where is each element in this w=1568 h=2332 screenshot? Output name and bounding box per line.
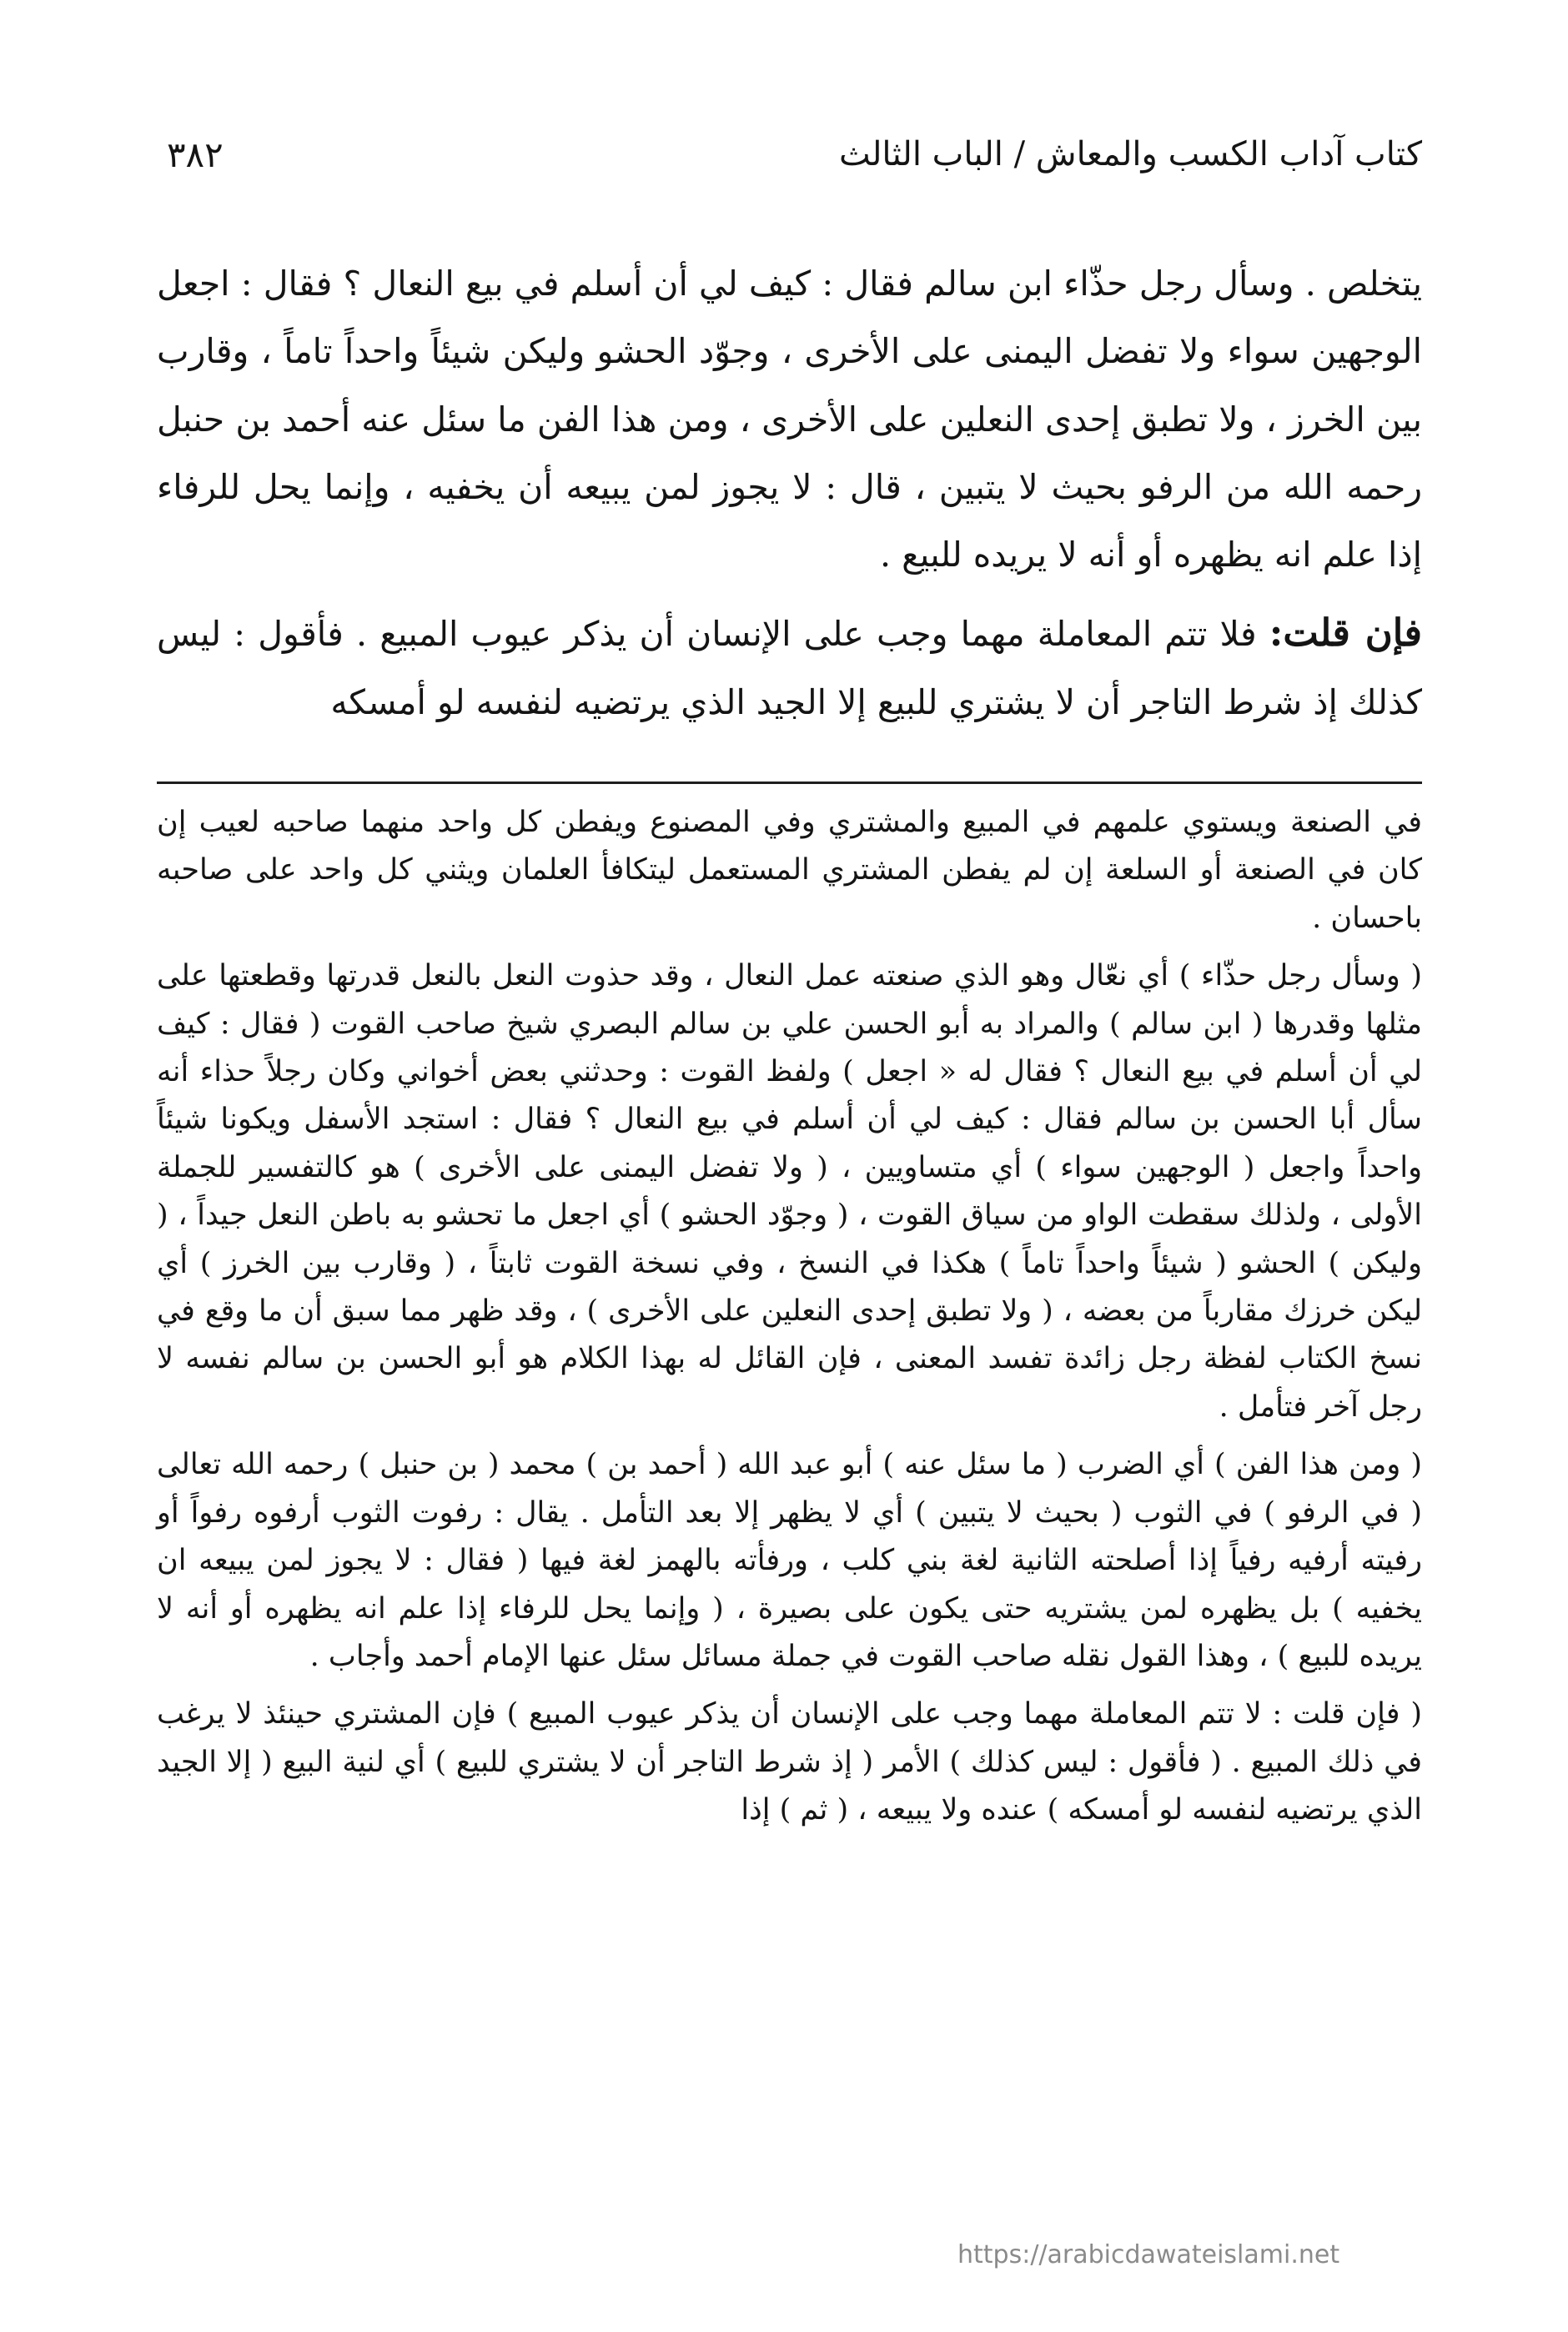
commentary-paragraph: في الصنعة ويستوي علمهم في المبيع والمشتري وفي المصنوع ويفطن كل واحد منهما صاحبه لعيب إن كان في الصنعة أو السلعة إن لم يفطن المشتري المستعمل ليتكافأ العلمان ويثني كل واحد على صاحبه باحسان .	[157, 806, 1422, 935]
commentary-section	[157, 799, 1422, 1835]
main-paragraph	[157, 250, 1422, 589]
main-paragraph-text: يتخلص . وسأل رجل حذّاء ابن سالم فقال : كيف لي أن أسلم في بيع النعال ؟ فقال : اجعل الوجهين سواء ولا تفضل اليمنى على الأخرى ، وجوّد الحشو وليكن شيئاً واحداً تاماً ، وقارب بين الخرز ، ولا تطبق إحدى النعلين على الأخرى ، ومن هذا الفن ما سئل عنه أحمد بن حنبل رحمه الله من الرفو بحيث لا يتبين ، قال : لا يجوز لمن يبيعه أن يخفيه ، وإنما يحل للرفاء إذا علم انه يظهره أو أنه لا يريده للبيع .	[157, 264, 1422, 575]
commentary-paragraph: ( ومن هذا الفن ) أي الضرب ( ما سئل عنه ) أبو عبد الله ( أحمد بن ) محمد ( بن حنبل ) رحمه الله تعالى ( في الرفو ) في الثوب ( بحيث لا يتبين ) أي لا يظهر إلا بعد التأمل . يقال : رفوت الثوب أرفوه رفواً أو رفيته أرفيه رفياً إذا أصلحته الثانية لغة بني كلب ، ورفأته بالهمز لغة فيها ( فقال : لا يجوز لمن يبيعه ان يخفيه ) بل يظهره لمن يشتريه حتى يكون على بصيرة ، ( وإنما يحل للرفاء إذا علم انه يظهره أو أنه لا يريده للبيع ) ، وهذا القول نقله صاحب القوت في جملة مسائل سئل عنها الإمام أحمد وأجاب .	[157, 1448, 1422, 1673]
source-watermark: https://arabicdawateislami.net	[957, 2240, 1340, 2269]
main-text	[157, 250, 1422, 736]
commentary-paragraph: ( فإن قلت : لا تتم المعاملة مهما وجب على الإنسان أن يذكر عيوب المبيع ) فإن المشتري حينئذ لا يرغب في ذلك المبيع . ( فأقول : ليس كذلك ) الأمر ( إذ شرط التاجر أن لا يشتري للبيع ) أي لنية البيع ( إلا الجيد الذي يرتضيه لنفسه لو أمسكه ) عنده ولا يبيعه ، ( ثم ) إذا	[157, 1697, 1422, 1827]
page-number: ٣٨٢	[167, 133, 224, 175]
page-header	[167, 125, 1422, 183]
commentary-paragraph: ( وسأل رجل حذّاء ) أي نعّال وهو الذي صنعته عمل النعال ، وقد حذوت النعل بالنعل قدرتها وقطعتها على مثلها وقدرها ( ابن سالم ) والمراد به أبو الحسن علي بن سالم البصري شيخ صاحب القوت ( فقال : كيف لي أن أسلم في بيع النعال ؟ فقال له « اجعل ) ولفظ القوت : وحدثني بعض أخواني وكان رجلاً حذاء أنه سأل أبا الحسن بن سالم فقال : كيف لي أن أسلم في بيع النعال ؟ فقال : استجد الأسفل ويكونا شيئاً واحداً واجعل ( الوجهين سواء ) أي متساويين ، ( ولا تفضل اليمنى على الأخرى ) هو كالتفسير للجملة الأولى ، ولذلك سقطت الواو من سياق القوت ، ( وجوّد الحشو ) أي اجعل ما تحشو به باطن النعل جيداً ، ( وليكن ) الحشو ( شيئاً واحداً تاماً ) هكذا في النسخ ، وفي نسخة القوت ثابتاً ، ( وقارب بين الخرز ) أي ليكن خرزك مقارباً من بعضه ، ( ولا تطبق إحدى النعلين على الأخرى ) ، وقد ظهر مما سبق أن ما وقع في نسخ الكتاب لفظة رجل زائدة تفسد المعنى ، فإن القائل له بهذا الكلام هو أبو الحسن بن سالم نفسه لا رجل آخر فتأمل .	[157, 959, 1422, 1424]
question-lead: فإن قلت:	[1269, 611, 1422, 656]
running-title: كتاب آداب الكسب والمعاش / الباب الثالث	[838, 135, 1422, 173]
main-paragraph-text: فلا تتم المعاملة مهما وجب على الإنسان أن يذكر عيوب المبيع . فأقول : ليس كذلك إذ شرط التاجر أن لا يشتري للبيع إلا الجيد الذي يرتضيه لنفسه لو أمسكه	[157, 614, 1422, 722]
section-divider	[157, 782, 1422, 784]
main-paragraph	[157, 599, 1422, 736]
